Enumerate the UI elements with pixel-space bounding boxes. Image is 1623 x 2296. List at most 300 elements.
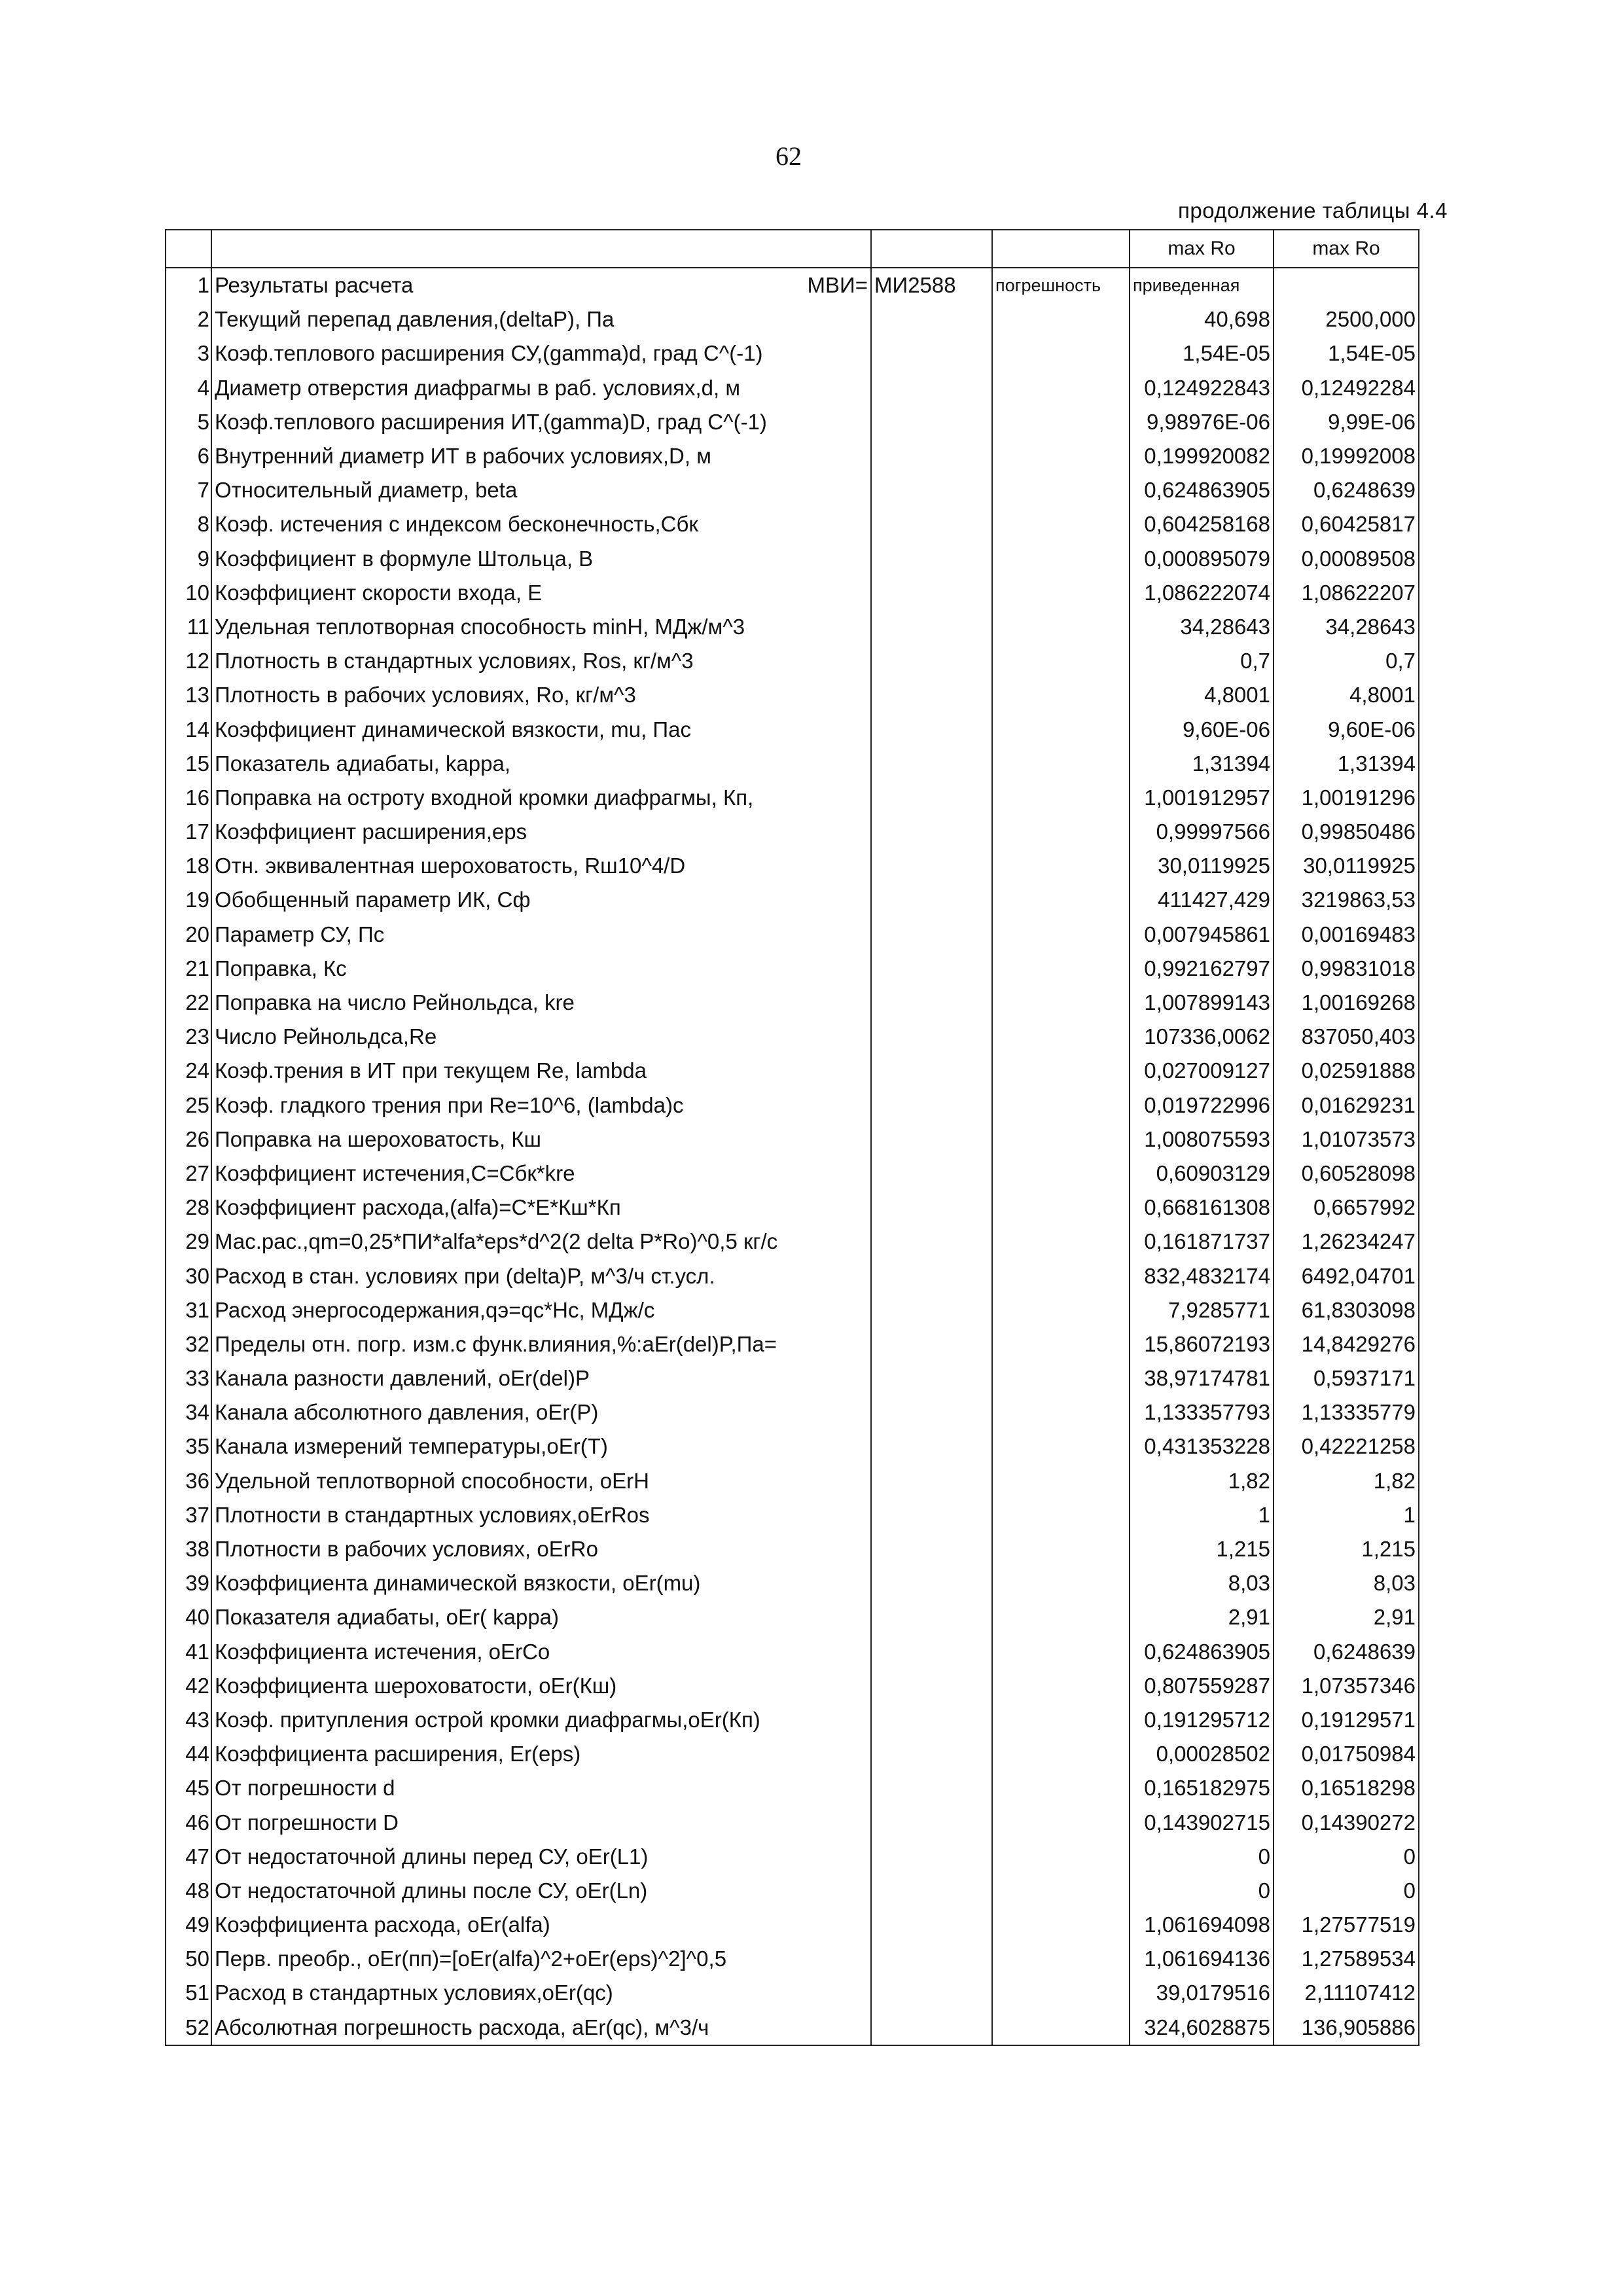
row-pogr-cell [992,1805,1130,1839]
row-value-2: 6492,04701 [1274,1259,1419,1293]
row-pogr-cell [992,336,1130,370]
row-value-1: 107336,0062 [1130,1020,1274,1054]
row-pogr-cell [992,1395,1130,1429]
row-value-2: 0,12492284 [1274,371,1419,405]
row-mvi-cell [871,1054,992,1088]
table-row [166,1976,1419,2010]
table-row [166,1429,1419,1463]
row-value-2: 0,19992008 [1274,439,1419,473]
row-index: 32 [166,1327,211,1361]
row-index: 10 [166,576,211,610]
row-value-2: 1,27577519 [1274,1908,1419,1942]
row-name: Канала абсолютного давления, oEr(P) [211,1395,871,1429]
row-value-1: 0,161871737 [1130,1225,1274,1259]
row-name: Поправка на число Рейнольдса, kre [211,986,871,1020]
row-mvi-cell [871,1737,992,1771]
row-value-2: 837050,403 [1274,1020,1419,1054]
row-index: 46 [166,1805,211,1839]
row-pogr-cell [992,1737,1130,1771]
table-row [166,1805,1419,1839]
table-row [166,1259,1419,1293]
row-index: 22 [166,986,211,1020]
row-pogr-cell [992,405,1130,439]
table-row [166,918,1419,952]
row-value-2: 0,01629231 [1274,1088,1419,1122]
row-name: Плотности в рабочих условиях, oErRo [211,1532,871,1566]
row-value-2: 0,6248639 [1274,473,1419,507]
row-value-2: 0,14390272 [1274,1805,1419,1839]
row-mvi-cell [871,1327,992,1361]
row-index: 23 [166,1020,211,1054]
row-value-1: 1,82 [1130,1464,1274,1498]
row-value-2: 0,01750984 [1274,1737,1419,1771]
row-pogr-cell [992,1874,1130,1908]
row-mvi-cell [871,405,992,439]
row-mvi-cell [871,1464,992,1498]
table-row [166,1122,1419,1157]
row-value-1: 1,008075593 [1130,1122,1274,1157]
row-value-2: 1,00169268 [1274,986,1419,1020]
table-row [166,542,1419,576]
table-row [166,1327,1419,1361]
row-mvi-cell [871,1635,992,1669]
row-mvi-cell [871,883,992,917]
row-pogr-cell [992,815,1130,849]
row-name: Коэф. гладкого трения при Re=10^6, (lambda)c [211,1088,871,1122]
header-cell-pogr [992,230,1130,268]
row-value-2: 9,99E-06 [1274,405,1419,439]
row-value-2: 2500,000 [1274,302,1419,336]
row-name: Текущий перепад давления,(deltaP), Па [211,302,871,336]
row-index: 19 [166,883,211,917]
row-value-1: 34,28643 [1130,610,1274,644]
row-value-2: 14,8429276 [1274,1327,1419,1361]
row-value-2: 0,60528098 [1274,1157,1419,1191]
row-index: 4 [166,371,211,405]
row-value-1: 0,624863905 [1130,473,1274,507]
row-value-1: 4,8001 [1130,678,1274,712]
table-row [166,1600,1419,1634]
row-mvi-cell [871,1157,992,1191]
row-mvi-cell [871,1088,992,1122]
row-pogr-cell [992,1942,1130,1976]
row-index: 44 [166,1737,211,1771]
row-pogr-cell [992,1908,1130,1942]
row-index: 30 [166,1259,211,1293]
row-index: 5 [166,405,211,439]
row-mvi-cell [871,1976,992,2010]
row-mvi-cell [871,781,992,815]
row-value-1: 0,604258168 [1130,507,1274,541]
table-caption: продолжение таблицы 4.4 [1178,198,1448,223]
row-mvi-cell [871,576,992,610]
row-pogr-cell [992,747,1130,781]
row-mvi-cell [871,918,992,952]
row-name: Коэффициента расширения, Er(eps) [211,1737,871,1771]
row-index: 48 [166,1874,211,1908]
header-cell-name [211,230,871,268]
row-mvi-cell [871,678,992,712]
row-name: От погрешности d [211,1771,871,1805]
row-value-1: 1,215 [1130,1532,1274,1566]
v2-cell [1274,268,1419,302]
row-index: 16 [166,781,211,815]
table-row [166,1737,1419,1771]
row-value-1: 1,007899143 [1130,986,1274,1020]
header-row [166,230,1419,268]
row-value-1: 9,98976E-06 [1130,405,1274,439]
row-value-2: 0,60425817 [1274,507,1419,541]
row-name: Коэффициент скорости входа, Е [211,576,871,610]
row-index: 26 [166,1122,211,1157]
row-value-1: 1,133357793 [1130,1395,1274,1429]
row-index: 24 [166,1054,211,1088]
row-value-2: 9,60E-06 [1274,712,1419,746]
row-value-1: 9,60E-06 [1130,712,1274,746]
row-index: 20 [166,918,211,952]
row-value-1: 1,061694136 [1130,1942,1274,1976]
row-name: Коэф.теплового расширения ИТ,(gamma)D, град С^(-1) [211,405,871,439]
table-row [166,712,1419,746]
row-name: Расход энергосодержания,qэ=qc*Нс, МДж/с [211,1293,871,1327]
row-pogr-cell [992,849,1130,883]
row-name: Плотности в стандартных условиях,oErRos [211,1498,871,1532]
row-mvi-cell [871,644,992,678]
table-row [166,610,1419,644]
row-value-2: 0,42221258 [1274,1429,1419,1463]
row-pogr-cell [992,1259,1130,1293]
table-row [166,302,1419,336]
row-index: 25 [166,1088,211,1122]
row-value-1: 0,143902715 [1130,1805,1274,1839]
table-row [166,1498,1419,1532]
row-index: 33 [166,1361,211,1395]
row-value-2: 34,28643 [1274,610,1419,644]
row-value-2: 2,11107412 [1274,1976,1419,2010]
table-row [166,1771,1419,1805]
row-index: 7 [166,473,211,507]
row-mvi-cell [871,1566,992,1600]
table-row [166,1703,1419,1737]
table-row [166,1874,1419,1908]
row-mvi-cell [871,1703,992,1737]
row-mvi-cell [871,1874,992,1908]
table-row [166,268,1419,302]
row-value-1: 0,7 [1130,644,1274,678]
row-value-2: 0,99850486 [1274,815,1419,849]
row-mvi-cell [871,747,992,781]
row-pogr-cell [992,1327,1130,1361]
row-value-2: 1 [1274,1498,1419,1532]
row-mvi-cell [871,1361,992,1395]
table-row [166,1361,1419,1395]
row-pogr-cell [992,1020,1130,1054]
row-index: 8 [166,507,211,541]
row-pogr-cell [992,2011,1130,2045]
row-pogr-cell [992,1464,1130,1498]
row-mvi-cell [871,815,992,849]
row-value-2: 1,54E-05 [1274,336,1419,370]
row-pogr-cell [992,918,1130,952]
row-value-1: 39,0179516 [1130,1976,1274,2010]
row-index: 17 [166,815,211,849]
table-row [166,336,1419,370]
row-pogr-cell [992,576,1130,610]
row-name: Коэффициент в формуле Штольца, В [211,542,871,576]
row-mvi-cell [871,1942,992,1976]
row-value-1: 0,60903129 [1130,1157,1274,1191]
row-value-1: 1,31394 [1130,747,1274,781]
table-row [166,371,1419,405]
table-row [166,1191,1419,1225]
row-value-1: 0,668161308 [1130,1191,1274,1225]
row-value-1: 1 [1130,1498,1274,1532]
row-name [211,268,871,302]
row-value-1: 0,199920082 [1130,439,1274,473]
row-name: Плотность в рабочих условиях, Ro, кг/м^3 [211,678,871,712]
table-row [166,1464,1419,1498]
row-index: 28 [166,1191,211,1225]
row-value-1: 0,431353228 [1130,1429,1274,1463]
row-name: Диаметр отверстия диафрагмы в раб. условиях,d, м [211,371,871,405]
row-pogr-cell [992,1840,1130,1874]
row-value-2: 3219863,53 [1274,883,1419,917]
table-row [166,952,1419,986]
row-index: 52 [166,2011,211,2045]
page-number: 62 [776,141,802,171]
row-mvi-cell [871,2011,992,2045]
row-value-2: 0,00169483 [1274,918,1419,952]
mvi-value: МИ2588 [871,268,992,302]
row-value-1: 1,54E-05 [1130,336,1274,370]
row-mvi-cell [871,849,992,883]
row-index: 43 [166,1703,211,1737]
row-value-1: 7,9285771 [1130,1293,1274,1327]
row-value-1: 324,6028875 [1130,2011,1274,2045]
row-value-1: 1,001912957 [1130,781,1274,815]
row-mvi-cell [871,1293,992,1327]
table-row [166,1054,1419,1088]
row-value-1: 0,019722996 [1130,1088,1274,1122]
row-name: От погрешности D [211,1805,871,1839]
row-index: 34 [166,1395,211,1429]
row-index: 2 [166,302,211,336]
table-row [166,1225,1419,1259]
row-value-2: 1,13335779 [1274,1395,1419,1429]
row-value-2: 1,26234247 [1274,1225,1419,1259]
row-value-1: 0,191295712 [1130,1703,1274,1737]
row-value-2: 4,8001 [1274,678,1419,712]
row-name: Канала измерений температуры,oEr(T) [211,1429,871,1463]
row-pogr-cell [992,1498,1130,1532]
row-value-1: 15,86072193 [1130,1327,1274,1361]
row-index: 47 [166,1840,211,1874]
row-value-2: 1,215 [1274,1532,1419,1566]
row-pogr-cell [992,1122,1130,1157]
row-value-1: 0,007945861 [1130,918,1274,952]
row-name: Канала разности давлений, oEr(del)P [211,1361,871,1395]
row-index: 3 [166,336,211,370]
row-value-1: 0,624863905 [1130,1635,1274,1669]
row-name: Плотность в стандартных условиях, Ros, кг/м^3 [211,644,871,678]
row-index: 11 [166,610,211,644]
table-row [166,1157,1419,1191]
row-index: 40 [166,1600,211,1634]
row-value-2: 1,31394 [1274,747,1419,781]
row-pogr-cell [992,712,1130,746]
row-mvi-cell [871,371,992,405]
row-value-1: 1,061694098 [1130,1908,1274,1942]
row-value-2: 0,19129571 [1274,1703,1419,1737]
row-name: Мас.рас.,qm=0,25*ПИ*alfa*eps*d^2(2 delta P*Ro)^0,5 кг/с [211,1225,871,1259]
row-name: Относительный диаметр, beta [211,473,871,507]
row-value-2: 1,07357346 [1274,1669,1419,1703]
row-mvi-cell [871,1669,992,1703]
row-mvi-cell [871,1600,992,1634]
row-mvi-cell [871,1259,992,1293]
row-name: Число Рейнольдса,Re [211,1020,871,1054]
pogr-label: погрешность [992,268,1130,302]
row-index: 12 [166,644,211,678]
row-index: 15 [166,747,211,781]
row-value-2: 0,16518298 [1274,1771,1419,1805]
row-value-1: 411427,429 [1130,883,1274,917]
table-row [166,1566,1419,1600]
row-mvi-cell [871,712,992,746]
row-index: 18 [166,849,211,883]
row-value-2: 0,00089508 [1274,542,1419,576]
table-row [166,1395,1419,1429]
row-name: Коэффициента шероховатости, oEr(Кш) [211,1669,871,1703]
row-index: 38 [166,1532,211,1566]
row-name: Коэффициента истечения, oErCo [211,1635,871,1669]
row-name: Удельной теплотворной способности, oErH [211,1464,871,1498]
table-row [166,1532,1419,1566]
row-pogr-cell [992,644,1130,678]
row-value-2: 0,99831018 [1274,952,1419,986]
row-pogr-cell [992,1225,1130,1259]
table-row [166,747,1419,781]
row-name: Показатель адиабаты, kappa, [211,747,871,781]
row-name: Коэф.трения в ИТ при текущем Re, lambda [211,1054,871,1088]
row-name: Коэффициента динамической вязкости, oEr(mu) [211,1566,871,1600]
row-name: От недостаточной длины перед СУ, oEr(L1) [211,1840,871,1874]
row-name: Коэф. истечения с индексом бесконечность,Сбк [211,507,871,541]
table-row [166,1840,1419,1874]
row-name: Коэф. притупления острой кромки диафрагмы,oEr(Кп) [211,1703,871,1737]
row-pogr-cell [992,1669,1130,1703]
row-value-1: 0,165182975 [1130,1771,1274,1805]
row-pogr-cell [992,952,1130,986]
row-mvi-cell [871,1225,992,1259]
header-cell-v1: max Ro [1130,230,1274,268]
header-cell-v2: max Ro [1274,230,1419,268]
row-pogr-cell [992,1532,1130,1566]
table-row [166,439,1419,473]
row-value-1: 0,00028502 [1130,1737,1274,1771]
row-name: Отн. эквивалентная шероховатость, Rш10^4/D [211,849,871,883]
row-name: Поправка, Кс [211,952,871,986]
row-value-1: 0,807559287 [1130,1669,1274,1703]
row-index: 37 [166,1498,211,1532]
row-pogr-cell [992,371,1130,405]
row-name: От недостаточной длины после СУ, oEr(Ln) [211,1874,871,1908]
results-table [165,229,1419,2046]
table-row [166,1293,1419,1327]
row-index: 35 [166,1429,211,1463]
row-name: Коэффициент расширения,eps [211,815,871,849]
row-index: 36 [166,1464,211,1498]
row-mvi-cell [871,1498,992,1532]
row-pogr-cell [992,1157,1130,1191]
row-name-text: Результаты расчета [215,273,414,298]
row-index: 31 [166,1293,211,1327]
row-mvi-cell [871,1840,992,1874]
row-name: Коэффициента расхода, oEr(alfa) [211,1908,871,1942]
row-mvi-cell [871,302,992,336]
row-pogr-cell [992,1566,1130,1600]
row-value-2: 1,08622207 [1274,576,1419,610]
row-mvi-cell [871,1122,992,1157]
row-index: 6 [166,439,211,473]
row-name: Коэффициент динамической вязкости, mu, Пас [211,712,871,746]
row-pogr-cell [992,1361,1130,1395]
row-value-1: 40,698 [1130,302,1274,336]
row-value-2: 1,27589534 [1274,1942,1419,1976]
row-index: 39 [166,1566,211,1600]
row-value-2: 2,91 [1274,1600,1419,1634]
row-name: Коэффициент расхода,(alfa)=С*Е*Кш*Кп [211,1191,871,1225]
row-mvi-cell [871,1532,992,1566]
table-row [166,1635,1419,1669]
row-mvi-cell [871,336,992,370]
row-pogr-cell [992,1635,1130,1669]
row-value-1: 0,99997566 [1130,815,1274,849]
row-value-2: 1,82 [1274,1464,1419,1498]
row-pogr-cell [992,1703,1130,1737]
table-row [166,2011,1419,2045]
table-row [166,507,1419,541]
row-pogr-cell [992,1976,1130,2010]
row-name: Внутренний диаметр ИТ в рабочих условиях,D, м [211,439,871,473]
table-row [166,1020,1419,1054]
row-name: Поправка на остроту входной кромки диафрагмы, Кп, [211,781,871,815]
row-value-2: 61,8303098 [1274,1293,1419,1327]
table-row [166,644,1419,678]
row-value-1: 0,992162797 [1130,952,1274,986]
row-value-1: 2,91 [1130,1600,1274,1634]
row-value-2: 0,6248639 [1274,1635,1419,1669]
row-mvi-cell [871,1771,992,1805]
row-mvi-cell [871,1429,992,1463]
row-name: Абсолютная погрешность расхода, aEr(qc), м^3/ч [211,2011,871,2045]
row-pogr-cell [992,781,1130,815]
row-name: Коэф.теплового расширения СУ,(gamma)d, град С^(-1) [211,336,871,370]
row-value-1: 0 [1130,1874,1274,1908]
row-index: 42 [166,1669,211,1703]
row-index: 14 [166,712,211,746]
row-value-1: 30,0119925 [1130,849,1274,883]
row-mvi-cell [871,1805,992,1839]
row-pogr-cell [992,986,1130,1020]
row-index: 51 [166,1976,211,2010]
row-pogr-cell [992,439,1130,473]
table-row [166,1088,1419,1122]
row-pogr-cell [992,542,1130,576]
table-row [166,1942,1419,1976]
row-value-1: 8,03 [1130,1566,1274,1600]
v1-label: приведенная [1130,268,1274,302]
